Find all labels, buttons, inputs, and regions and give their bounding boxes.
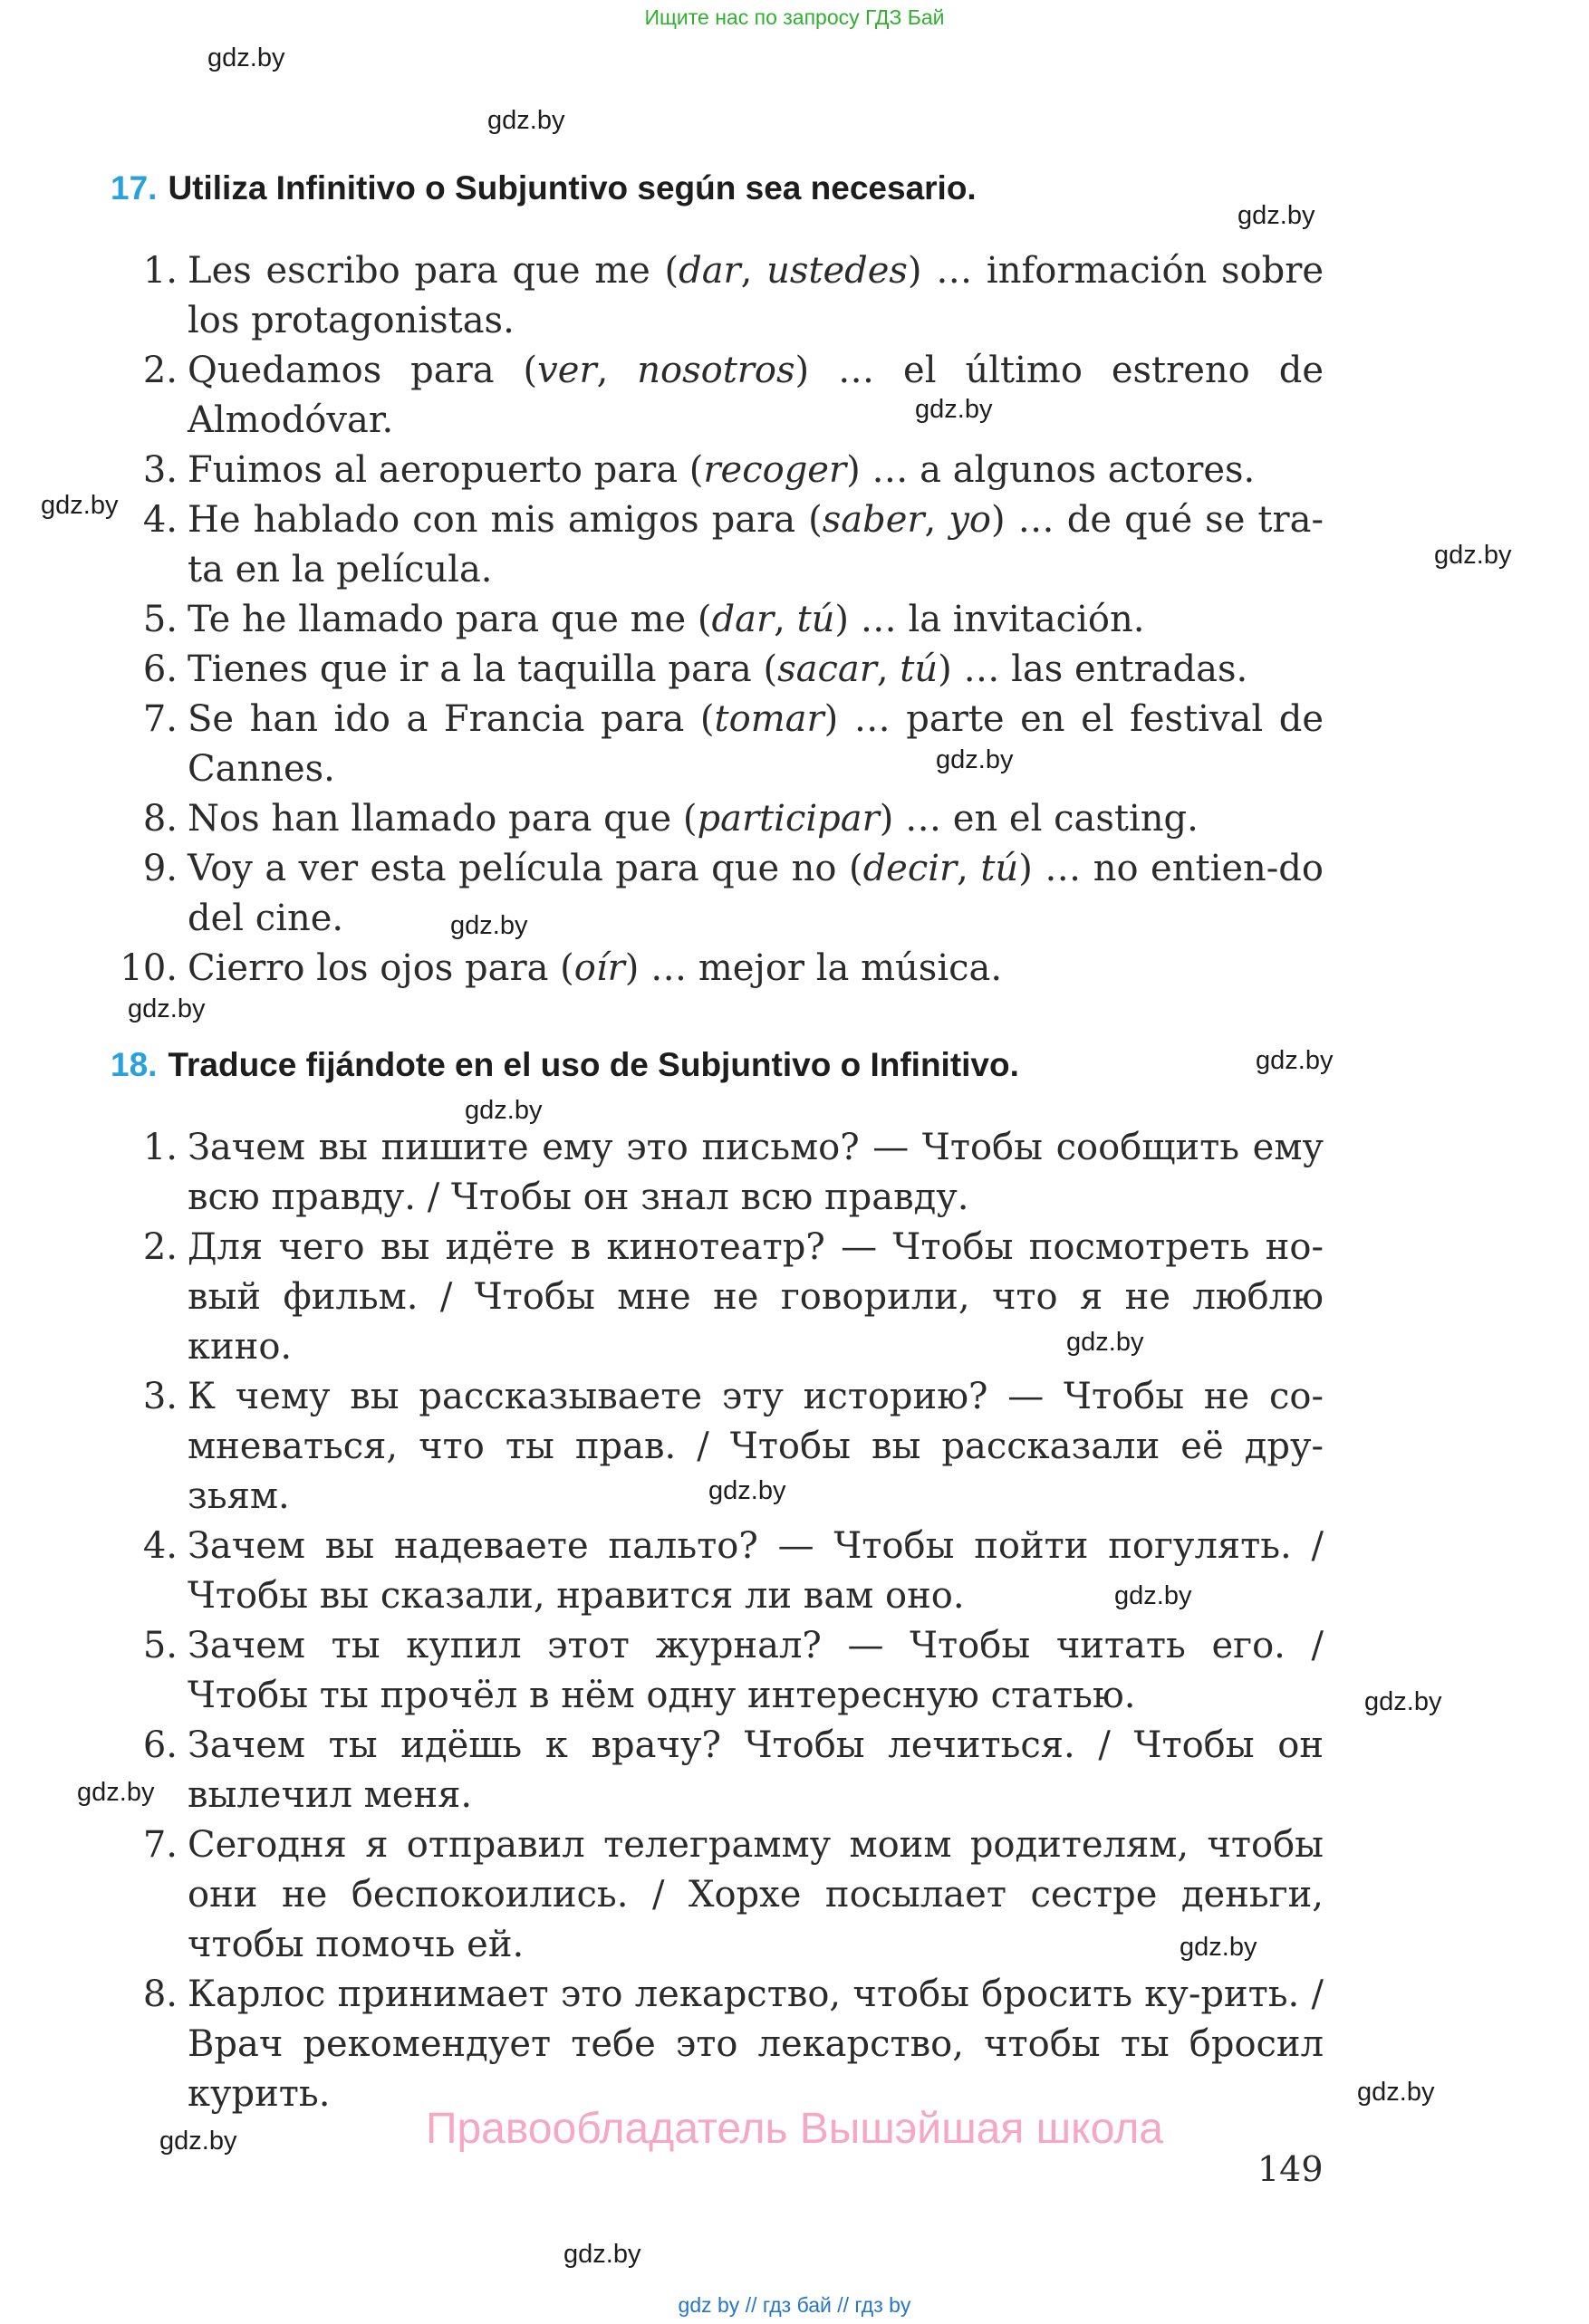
item-number: 1. <box>142 1127 178 1168</box>
watermark: gdz.by <box>77 1778 155 1807</box>
page-number: 149 <box>1257 2149 1324 2189</box>
list-item: He hablado con mis amigos para (saber, yo) … de qué se tra-ta en la película. <box>188 499 1324 591</box>
list-item: Te he llamado para que me (dar, tú) … la invitación. <box>188 599 1145 640</box>
list-item: Сегодня я отправил телеграмму моим родителям, чтобы они не беспокоились. / Хорхе посылает сестре деньги, чтобы помочь ей. <box>188 1824 1324 1965</box>
list-item: Зачем ты купил этот журнал? — Чтобы читать его. / Чтобы ты прочёл в нём одну интересную статью. <box>188 1625 1324 1716</box>
list-item: Tienes que ir a la taquilla para (sacar, tú) … las entradas. <box>188 648 1248 690</box>
list-item: Зачем вы надеваете пальто? — Чтобы пойти погулять. / Чтобы вы сказали, нравится ли вам оно. <box>188 1525 1324 1617</box>
list-item: Карлос принимает это лекарство, чтобы бросить ку-рить. / Врач рекомендует тебе это лекарство, чтобы ты бросил курить. <box>188 1973 1324 2115</box>
watermark: gdz.by <box>207 43 285 72</box>
list-item: Зачем вы пишите ему это письмо? — Чтобы сообщить ему всю правду. / Чтобы он знал всю правду. <box>188 1127 1324 1218</box>
list-item: К чему вы рассказываете эту историю? — Чтобы не со-мневаться, что ты прав. / Чтобы вы рассказали её дру-зьям. <box>188 1376 1324 1517</box>
exercise-title: Utiliza Infinitivo o Subjuntivo según sea necesario. <box>168 169 977 206</box>
watermark: gdz.by <box>487 106 565 135</box>
watermark: gdz.by <box>1066 1328 1144 1357</box>
item-number: 10. <box>120 947 178 989</box>
watermark: gdz.by <box>1114 1581 1192 1610</box>
list-item: Quedamos para (ver, nosotros) … el último estreno de Almodóvar. <box>188 350 1324 441</box>
watermark: gdz.by <box>915 395 993 424</box>
item-number: 9. <box>142 848 178 889</box>
watermark: gdz.by <box>1434 541 1512 570</box>
watermark: gdz.by <box>450 911 528 940</box>
watermark: gdz.by <box>41 491 119 520</box>
item-number: 7. <box>142 698 178 740</box>
list-item: Nos han llamado para que (participar) … en el casting. <box>188 798 1199 840</box>
item-number: 3. <box>142 449 178 491</box>
item-number: 2. <box>142 1226 178 1268</box>
item-number: 1. <box>142 250 178 292</box>
item-number: 6. <box>142 1724 178 1766</box>
watermark: gdz.by <box>563 2240 641 2269</box>
item-number: 4. <box>142 1525 178 1567</box>
item-number: 5. <box>142 1625 178 1666</box>
list-item: Cierro los ojos para (oír) … mejor la música. <box>188 947 1003 989</box>
list-item: Для чего вы идёте в кинотеатр? — Чтобы посмотреть но-вый фильм. / Чтобы мне не говорили, что я не люблю кино. <box>188 1226 1324 1368</box>
list-item: Se han ido a Francia para (tomar) … parte en el festival de Cannes. <box>188 698 1324 790</box>
bottom-banner[interactable]: gdz by // гдз бай // гдз by <box>678 2293 911 2317</box>
list-item: Voy a ver esta película para que no (decir, tú) … no entien-do del cine. <box>188 848 1324 939</box>
list-item: Les escribo para que me (dar, ustedes) … información sobre los protagonistas. <box>188 250 1324 341</box>
item-number: 8. <box>142 1973 178 2015</box>
list-item: Fuimos al aeropuerto para (recoger) … a algunos actores. <box>188 449 1256 491</box>
watermark: gdz.by <box>1237 201 1315 230</box>
item-number: 8. <box>142 798 178 840</box>
item-number: 4. <box>142 499 178 541</box>
list-item: Зачем ты идёшь к врачу? Чтобы лечиться. / Чтобы он вылечил меня. <box>188 1724 1324 1816</box>
watermark: gdz.by <box>128 994 206 1023</box>
item-number: 2. <box>142 350 178 391</box>
item-number: 7. <box>142 1824 178 1866</box>
top-banner[interactable]: Ищите нас по запросу ГДЗ Бай <box>644 5 945 29</box>
copyright-owner-text: Правообладатель Вышэйшая школа <box>425 2105 1164 2153</box>
exercise-17-heading <box>111 169 977 207</box>
exercise-number: 17. <box>111 169 158 206</box>
watermark: gdz.by <box>1256 1046 1334 1075</box>
exercise-title: Traduce fijándote en el uso de Subjuntivo o Infinitivo. <box>168 1046 1019 1083</box>
item-number: 5. <box>142 599 178 640</box>
watermark: gdz.by <box>1364 1687 1442 1716</box>
watermark: gdz.by <box>465 1096 543 1125</box>
watermark: gdz.by <box>936 745 1014 774</box>
item-number: 3. <box>142 1376 178 1417</box>
watermark: gdz.by <box>1357 2078 1435 2107</box>
exercise-18-heading <box>111 1046 1019 1084</box>
watermark: gdz.by <box>159 2127 237 2156</box>
watermark: gdz.by <box>708 1476 786 1505</box>
watermark: gdz.by <box>1180 1933 1257 1962</box>
item-number: 6. <box>142 648 178 690</box>
exercise-number: 18. <box>111 1046 158 1083</box>
